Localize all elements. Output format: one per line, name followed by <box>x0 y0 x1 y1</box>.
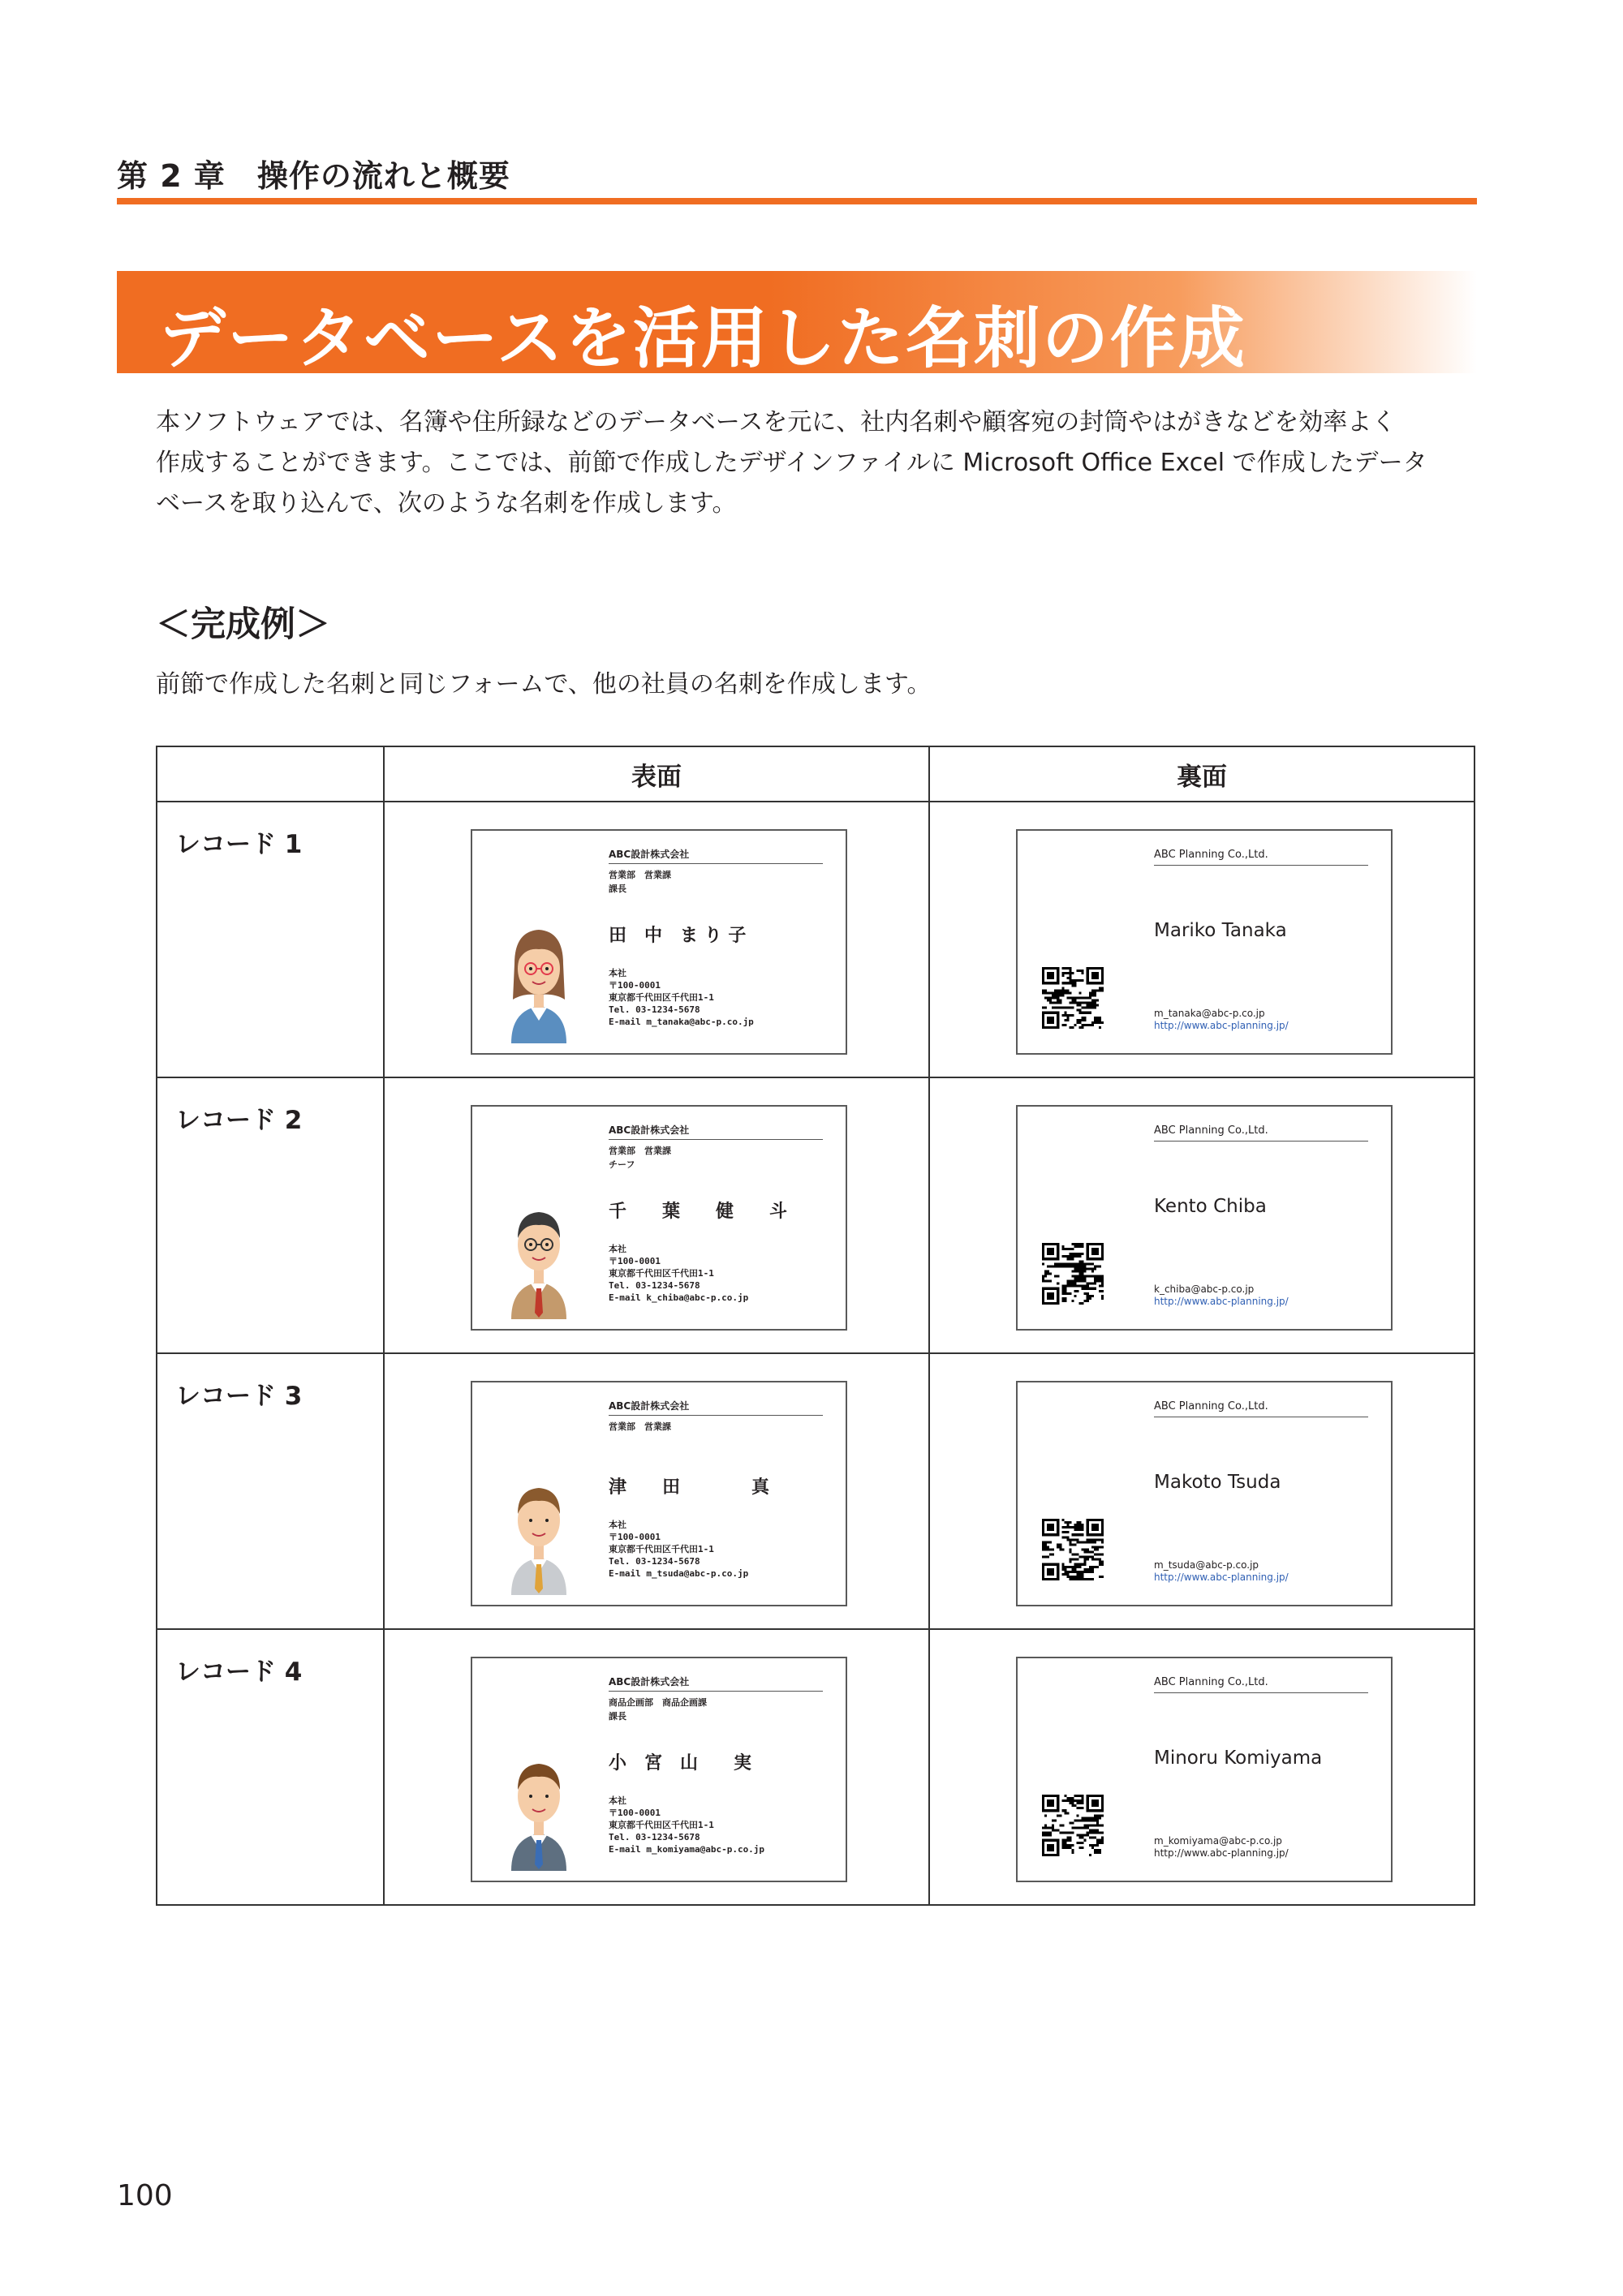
card-url: http://www.abc-planning.jp/ <box>1154 1572 1289 1583</box>
card-divider <box>609 1139 823 1140</box>
intro-paragraph <box>156 402 1470 524</box>
business-card-back <box>1016 1105 1393 1331</box>
qr-code-icon <box>1042 1795 1104 1856</box>
back-cell <box>929 1629 1474 1905</box>
back-cell <box>929 802 1474 1077</box>
front-cell <box>384 1353 929 1629</box>
table-header-row <box>157 746 1474 802</box>
card-tel: Tel. 03-1234-5678 <box>609 1556 700 1567</box>
record-label-cell <box>157 1353 384 1629</box>
card-email: E-mail k_chiba@abc-p.co.jp <box>609 1292 749 1303</box>
card-address <box>609 1795 764 1855</box>
front-cell <box>384 1629 929 1905</box>
card-company: ABC設計株式会社 <box>609 1400 690 1412</box>
card-department: 営業部 営業課 <box>609 1421 671 1432</box>
card-email: E-mail m_tanaka@abc-p.co.jp <box>609 1017 754 1027</box>
card-office: 本社 <box>609 1520 626 1530</box>
card-company: ABC設計株式会社 <box>609 849 690 860</box>
qr-code-icon <box>1042 1243 1104 1305</box>
card-company: ABC設計株式会社 <box>609 1676 690 1688</box>
avatar <box>506 1743 571 1871</box>
card-divider <box>1154 865 1368 866</box>
card-email: E-mail m_komiyama@abc-p.co.jp <box>609 1844 765 1855</box>
intro-line: 本ソフトウェアでは、名簿や住所録などのデータベースを元に、社内名刺や顧客宛の封筒やはがきなどを効率よく <box>156 408 1397 436</box>
card-postal: 〒100-0001 <box>609 980 661 991</box>
card-postal: 〒100-0001 <box>609 1532 661 1542</box>
business-card-back <box>1016 1381 1393 1606</box>
card-department: 営業部 営業課 <box>609 870 671 880</box>
record-label-cell <box>157 1629 384 1905</box>
card-street: 東京都千代田区千代田1-1 <box>609 992 714 1003</box>
record-label: レコード 4 <box>175 1658 303 1687</box>
business-card-front <box>471 829 847 1055</box>
front-cell <box>384 802 929 1077</box>
record-label: レコード 2 <box>175 1106 303 1135</box>
table-row <box>157 1077 1474 1353</box>
card-street: 東京都千代田区千代田1-1 <box>609 1820 714 1830</box>
record-label-cell <box>157 1077 384 1353</box>
card-divider <box>1154 1141 1368 1142</box>
card-email-en: k_chiba@abc-p.co.jp <box>1154 1283 1255 1295</box>
card-company-en: ABC Planning Co.,Ltd. <box>1154 1400 1268 1412</box>
card-job-title: チーフ <box>609 1159 635 1170</box>
back-cell <box>929 1353 1474 1629</box>
card-divider <box>1154 1692 1368 1693</box>
card-url: http://www.abc-planning.jp/ <box>1154 1296 1289 1307</box>
card-office: 本社 <box>609 1244 626 1254</box>
card-department: 商品企画部 商品企画課 <box>609 1697 707 1708</box>
card-company-en: ABC Planning Co.,Ltd. <box>1154 1676 1268 1688</box>
table-row <box>157 1353 1474 1629</box>
avatar <box>506 915 571 1043</box>
card-divider <box>609 1691 823 1692</box>
card-name-en: Makoto Tsuda <box>1154 1472 1281 1493</box>
card-divider <box>609 1415 823 1416</box>
table-row <box>157 1629 1474 1905</box>
card-name-en: Mariko Tanaka <box>1154 920 1287 941</box>
section-heading: ＜完成例＞ <box>156 604 330 645</box>
record-label: レコード 3 <box>175 1382 303 1411</box>
card-postal: 〒100-0001 <box>609 1808 661 1818</box>
card-street: 東京都千代田区千代田1-1 <box>609 1544 714 1554</box>
card-email-en: m_tsuda@abc-p.co.jp <box>1154 1559 1259 1571</box>
business-card-front <box>471 1657 847 1882</box>
intro-line: ベースを取り込んで、次のような名刺を作成します。 <box>156 489 737 518</box>
page-number: 100 <box>117 2179 173 2212</box>
card-tel: Tel. 03-1234-5678 <box>609 1004 700 1015</box>
card-name-en: Minoru Komiyama <box>1154 1748 1323 1769</box>
section-description: 前節で作成した名刺と同じフォームで、他の社員の名刺を作成します。 <box>156 670 932 699</box>
chapter-rule <box>117 198 1477 204</box>
card-email-en: m_tanaka@abc-p.co.jp <box>1154 1008 1265 1019</box>
qr-code-icon <box>1042 1519 1104 1580</box>
table-row <box>157 802 1474 1077</box>
chapter-heading: 第 2 章 操作の流れと概要 <box>117 158 510 194</box>
record-label-cell <box>157 802 384 1077</box>
card-company-en: ABC Planning Co.,Ltd. <box>1154 849 1268 861</box>
back-cell <box>929 1077 1474 1353</box>
header-blank <box>157 746 384 802</box>
card-address <box>609 1243 748 1304</box>
avatar <box>506 1191 571 1319</box>
card-url: http://www.abc-planning.jp/ <box>1154 1020 1289 1031</box>
card-name: 津 田 真 <box>609 1477 770 1498</box>
title-banner <box>117 271 1477 377</box>
card-name: 田 中 ま り 子 <box>609 926 747 946</box>
intro-line: 作成することができます。ここでは、前節で作成したデザインファイルに Microsoft Office Excel で作成したデータ <box>156 449 1427 477</box>
front-cell <box>384 1077 929 1353</box>
business-card-front <box>471 1381 847 1606</box>
records-body <box>157 802 1474 1905</box>
card-divider <box>609 863 823 864</box>
header-front: 表面 <box>384 746 929 802</box>
card-job-title: 課長 <box>609 884 626 894</box>
card-company-en: ABC Planning Co.,Ltd. <box>1154 1124 1268 1137</box>
card-name: 小 宮 山 実 <box>609 1753 752 1774</box>
card-office: 本社 <box>609 1795 626 1806</box>
business-card-back <box>1016 829 1393 1055</box>
card-name: 千 葉 健 斗 <box>609 1202 788 1222</box>
record-label: レコード 1 <box>175 830 303 859</box>
card-email: E-mail m_tsuda@abc-p.co.jp <box>609 1568 749 1579</box>
card-email-en: m_komiyama@abc-p.co.jp <box>1154 1835 1282 1847</box>
card-postal: 〒100-0001 <box>609 1256 661 1266</box>
business-card-back <box>1016 1657 1393 1882</box>
card-address <box>609 967 754 1028</box>
card-name-en: Kento Chiba <box>1154 1196 1267 1217</box>
card-department: 営業部 営業課 <box>609 1146 671 1156</box>
card-street: 東京都千代田区千代田1-1 <box>609 1268 714 1279</box>
card-tel: Tel. 03-1234-5678 <box>609 1280 700 1291</box>
card-company: ABC設計株式会社 <box>609 1124 690 1136</box>
card-address <box>609 1519 748 1580</box>
business-card-front <box>471 1105 847 1331</box>
header-back: 裏面 <box>929 746 1474 802</box>
records-table <box>156 746 1475 1906</box>
card-job-title: 課長 <box>609 1711 626 1722</box>
card-tel: Tel. 03-1234-5678 <box>609 1832 700 1842</box>
qr-code-icon <box>1042 967 1104 1029</box>
card-url: http://www.abc-planning.jp/ <box>1154 1847 1289 1859</box>
card-office: 本社 <box>609 968 626 978</box>
avatar <box>506 1467 571 1595</box>
page-title: データベースを活用した名刺の作成 <box>159 300 1246 377</box>
